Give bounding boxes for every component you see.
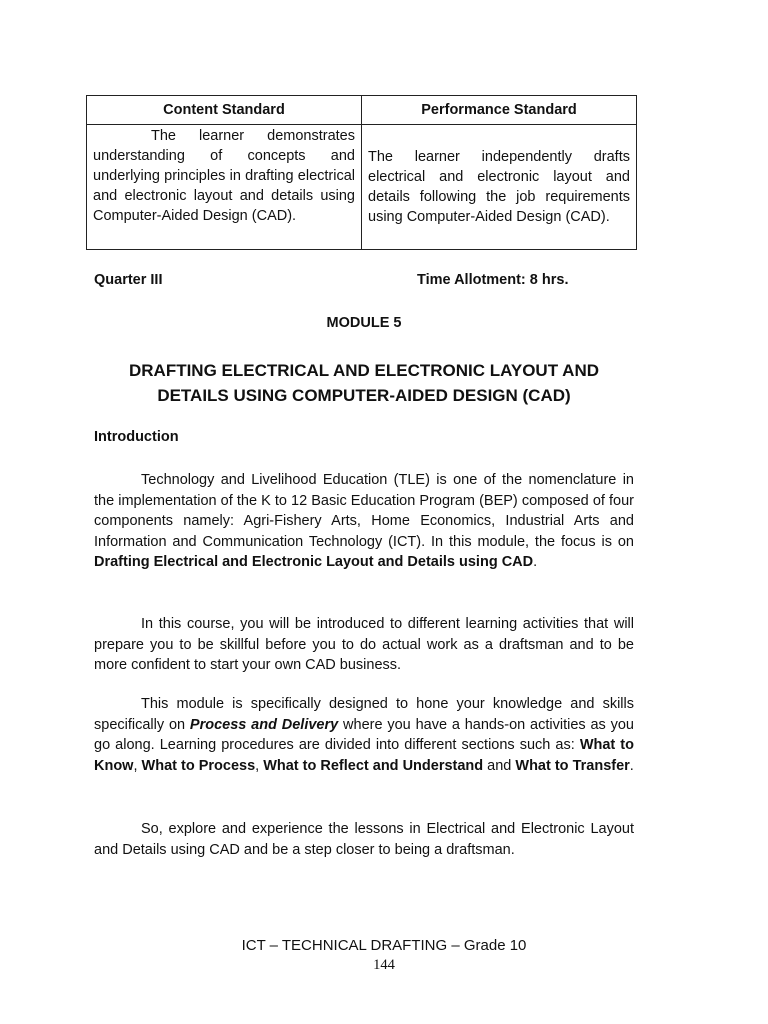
standards-table — [86, 95, 637, 250]
content-standard-header: Content Standard — [87, 96, 362, 125]
module-label: MODULE 5 — [326, 315, 402, 331]
module-title-line-2: DETAILS USING COMPUTER-AIDED DESIGN (CAD) — [157, 386, 571, 405]
p1-bold-focus: Drafting Electrical and Electronic Layout and Details using CAD — [94, 554, 534, 570]
module-title-line-1: DRAFTING ELECTRICAL AND ELECTRONIC LAYOUT AND — [128, 361, 599, 380]
performance-standard-text: The learner independently drafts electrical and electronic layout and details following the job requirements using Computer-Aided Design (CAD). — [368, 149, 630, 225]
intro-paragraph-3 — [94, 694, 634, 776]
p3-bold-italic-process: Process and Delivery — [189, 716, 339, 733]
page-footer: ICT – TECHNICAL DRAFTING – Grade 10 — [241, 937, 527, 954]
p3-text: This module is specifically designed to hone your knowledge and skills specifically on — [94, 696, 634, 733]
section-what-to-process: What to Process — [141, 757, 256, 774]
quarter-label: Quarter III — [94, 272, 163, 288]
p3-sep-2: , — [255, 757, 264, 774]
intro-paragraph-2: In this course, you will be introduced to different learning activities that will prepare you to be skillful before you to do actual work as a draftsman and to be more confident to start your own CAD business. — [94, 616, 634, 673]
performance-standard-header: Performance Standard — [362, 96, 637, 125]
content-standard-text: The learner demonstrates understanding of concepts and underlying principles in drafting electrical and electronic layout and details using Computer-Aided Design (CAD). — [93, 128, 355, 224]
p3-sep-3: and — [483, 757, 516, 774]
intro-paragraph-1 — [94, 470, 634, 573]
section-what-to-transfer: What to Transfer — [515, 757, 630, 774]
intro-paragraph-4: So, explore and experience the lessons in Electrical and Electronic Layout and Details using CAD and be a step closer to being a draftsman. — [94, 821, 634, 858]
performance-standard-cell — [362, 125, 637, 250]
p1-text: Technology and Livelihood Education (TLE) is one of the nomenclature in the implementation of the K to 12 Basic Education Program (BEP) composed of four components namely: Agri-Fishery Arts, Home Economics, Industrial Arts and Information and Communication Technology (ICT). In this module, the focus is on — [94, 472, 634, 550]
p3-end: . — [629, 757, 634, 774]
time-allotment: Time Allotment: 8 hrs. — [417, 272, 569, 288]
introduction-heading: Introduction — [94, 429, 179, 445]
module-title — [94, 358, 634, 408]
content-standard-cell — [87, 125, 362, 250]
p3-text-2: where you have a hands-on activities as you go along. Learning procedures are divided into different sections such as: — [94, 716, 634, 753]
table-header-row — [87, 96, 637, 125]
p3-sep-1: , — [133, 757, 142, 774]
page-number: 144 — [373, 957, 395, 973]
p1-end: . — [533, 554, 538, 570]
table-row — [87, 125, 637, 250]
section-what-to-know: What to Know — [94, 737, 634, 774]
section-what-to-reflect: What to Reflect and Understand — [263, 757, 484, 774]
